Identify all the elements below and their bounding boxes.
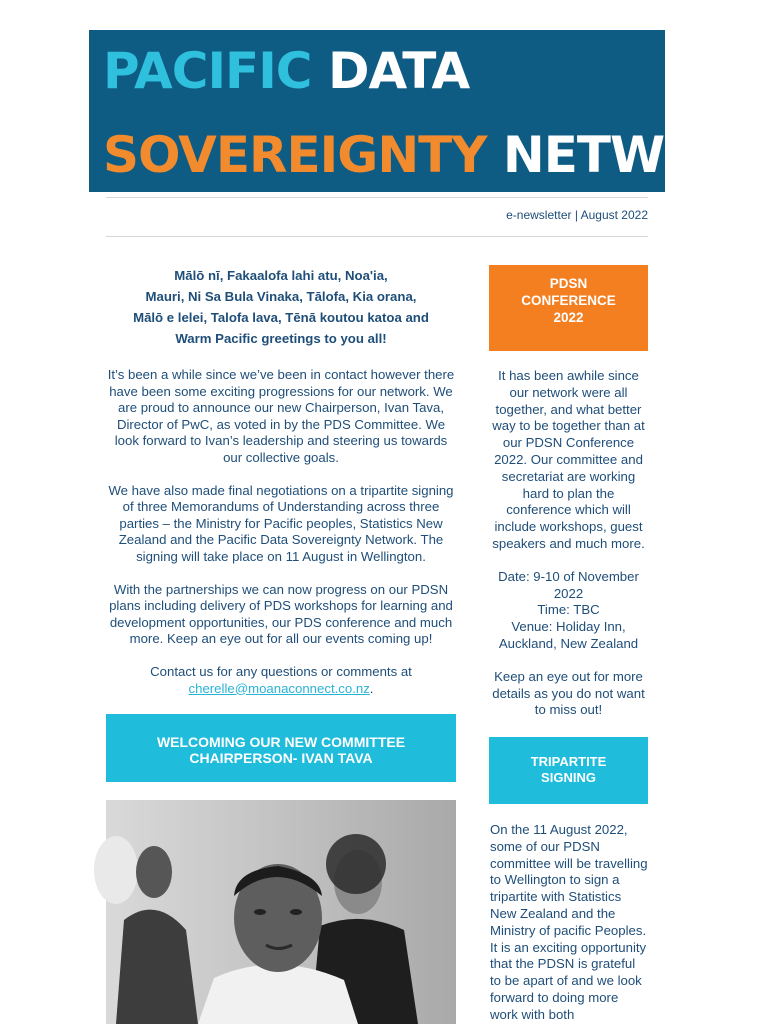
banner-word-network: NETWORK	[502, 126, 781, 184]
tripartite-text: On the 11 August 2022, some of our PDSN committee will be travelling to Wellington to sign a tripartite with Statistics New Zealand and the Ministry of pacific Peoples. It is an exciting opportunity that the PDSN is grateful to be apart of and we look forward to doing more work with both	[490, 822, 648, 1022]
contact-paragraph	[106, 664, 456, 697]
mou-paragraph: We have also made final negotiations on a tripartite signing of three Memorandums of Understanding across three parties – the Ministry for Pacific peoples, Statistics New Zealand and the Pacific Data Sovereignty Network. The signing will take place on 11 August in Wellington.	[108, 482, 454, 564]
conference-section	[489, 368, 648, 735]
conference-time: Time: TBC	[537, 602, 600, 618]
greeting-line: Mauri, Ni Sa Bula Vinaka, Tālofa, Kia orana,	[145, 289, 417, 304]
contact-end: .	[369, 680, 374, 696]
conference-reminder: Keep an eye out for more details as you do not want to miss out!	[492, 668, 645, 718]
intro-paragraph: It’s been a while since we’ve been in contact however there have been some exciting progressions for our network. We are proud to announce our new Chairperson, Ivan Tava, Director of PwC, as voted in by the PDS Committee. We look forward to Ivan’s leadership and steering us towards our collective goals.	[107, 367, 455, 465]
greeting	[106, 265, 456, 349]
partnerships-paragraph: With the partnerships we can now progress on our PDSN plans including delivery of PDS workshops for learning and development opportunities, our PDS conference and much more. Keep an eye out for all our events coming up!	[109, 581, 453, 647]
issue-label: e-newsletter | August 2022	[506, 208, 648, 222]
chairperson-photo-image	[106, 800, 456, 1024]
greeting-line: Mālō e lelei, Talofa lava, Tēnā koutou katoa and	[133, 310, 429, 325]
chairperson-section-heading	[106, 714, 456, 782]
banner-line-2	[103, 126, 781, 184]
divider-top	[106, 197, 648, 198]
header-banner	[89, 30, 781, 192]
banner-word-data: DATA	[327, 42, 470, 100]
banner-word-pacific: PACIFIC	[103, 42, 312, 100]
conference-heading-text: PDSN CONFERENCE 2022	[521, 276, 616, 325]
conference-heading-box	[489, 265, 648, 351]
main-column	[106, 265, 456, 713]
chairperson-heading-text: WELCOMING OUR NEW COMMITTEE CHAIRPERSON- IVAN TAVA	[156, 734, 406, 766]
banner-word-sovereignty: SOVEREIGNTY	[103, 126, 487, 184]
tripartite-heading-text: TRIPARTITE SIGNING	[530, 754, 607, 785]
greeting-line: Mālō nī, Fakaalofa lahi atu, Noa'ia,	[174, 268, 388, 283]
greeting-line: Warm Pacific greetings to you all!	[175, 331, 387, 346]
chairperson-photo	[106, 800, 456, 1024]
tripartite-heading-box	[489, 737, 648, 804]
conference-text: It has been awhile since our network were all together, and what better way to be together than at our PDSN Conference 2022. Our committee and secretariat are working hard to plan the conference which will include workshops, guest speakers and much more.	[492, 368, 645, 551]
contact-email-link[interactable]: cherelle@moanaconnect.co.nz	[188, 680, 370, 696]
contact-text: Contact us for any questions or comments at	[150, 663, 412, 679]
conference-details	[489, 569, 648, 653]
conference-venue: Venue: Holiday Inn, Auckland, New Zealand	[498, 619, 639, 651]
conference-date: Date: 9-10 of November 2022	[498, 568, 639, 601]
banner-line-1	[103, 42, 470, 100]
divider-bottom	[106, 236, 648, 237]
